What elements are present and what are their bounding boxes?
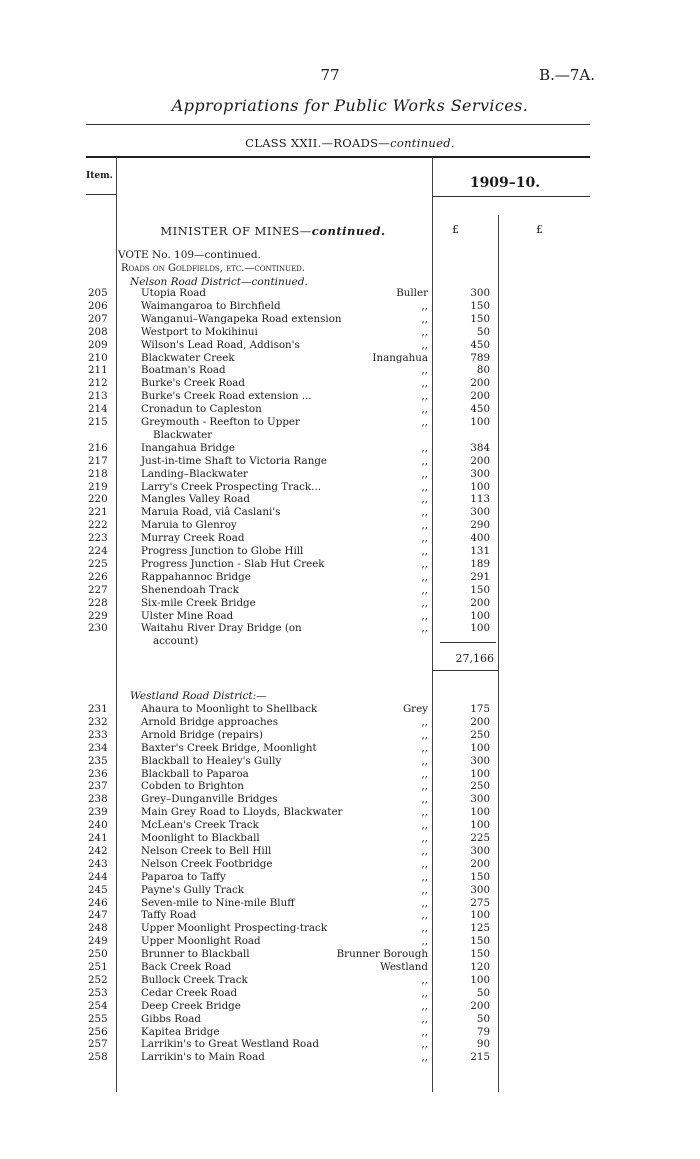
subhead-roads: Roads on Goldfields, etc.—continued.: [121, 263, 305, 274]
table-row-continuation: [0, 635, 700, 648]
item-number: 241: [88, 832, 108, 844]
district-name: ,,: [421, 441, 428, 454]
amount-value: 100: [470, 622, 490, 635]
road-name: Progress Junction - Slab Hut Creek: [141, 557, 325, 570]
amount-value: 384: [470, 441, 490, 454]
road-name: Brunner to Blackball: [141, 948, 250, 961]
table-row: [0, 377, 700, 390]
table-row: [0, 455, 700, 468]
table-row: [0, 1051, 700, 1064]
district-name: ,,: [421, 609, 428, 622]
amount-value: 79: [476, 1025, 490, 1038]
item-number: 223: [88, 532, 108, 545]
road-name: Moonlight to Blackball: [141, 832, 260, 844]
district-name: ,,: [421, 973, 428, 986]
item-number: 212: [88, 377, 108, 390]
road-name-continued: account): [153, 635, 199, 648]
table-row: [0, 300, 700, 313]
subtotal-rule: [440, 642, 496, 643]
road-name: Seven-mile to Nine-mile Bluff: [141, 896, 295, 909]
item-number: 251: [88, 961, 108, 973]
road-name: Waimangaroa to Birchfield: [141, 299, 281, 312]
road-name: Progress Junction to Globe Hill: [141, 545, 304, 557]
district-name: ,,: [421, 570, 428, 583]
district-name: ,,: [421, 806, 428, 819]
road-name: Blackwater Creek: [141, 351, 235, 364]
table-row: [0, 545, 700, 558]
district-name: ,,: [421, 416, 428, 428]
amount-value: 290: [470, 519, 490, 532]
table-row: [0, 768, 700, 781]
amount-value: 300: [470, 287, 490, 299]
district-name: Grey: [402, 703, 428, 715]
road-name: Cedar Creek Road: [141, 986, 238, 999]
district-name: ,,: [421, 767, 428, 780]
page-title: Appropriations for Public Works Services.: [171, 96, 529, 115]
item-number: 215: [88, 416, 108, 428]
table-row: [0, 416, 700, 429]
road-name: Cobden to Brighton: [141, 780, 244, 793]
table-row: [0, 468, 700, 481]
item-number: 244: [88, 870, 108, 883]
road-name: McLean's Creek Track: [141, 819, 259, 832]
road-name: Burke's Creek Road: [141, 377, 246, 390]
road-name: Taffy Road: [141, 909, 197, 922]
item-number: 209: [88, 338, 108, 351]
amount-value: 150: [470, 299, 490, 312]
district-name: Inangahua: [372, 351, 428, 364]
amount-value: 200: [470, 454, 490, 467]
amount-value: 189: [470, 557, 490, 570]
road-name: Boatman's Road: [141, 364, 226, 377]
table-row: [0, 481, 700, 494]
amount-value: 300: [470, 844, 490, 857]
item-number: 256: [88, 1025, 108, 1038]
amount-value: 131: [470, 545, 490, 557]
table-row: [0, 390, 700, 403]
item-number: 228: [88, 596, 108, 609]
amount-value: 150: [470, 948, 490, 961]
amount-value: 150: [470, 583, 490, 596]
amount-value: 400: [470, 532, 490, 545]
district-name: ,,: [421, 780, 428, 793]
amount-value: 150: [470, 935, 490, 948]
amount-value: 125: [470, 922, 490, 935]
district-name: ,,: [421, 1012, 428, 1025]
amount-value: 50: [476, 986, 490, 999]
table-row: [0, 571, 700, 584]
amount-value: 200: [470, 377, 490, 390]
district-name: ,,: [421, 844, 428, 857]
item-number: 238: [88, 793, 108, 806]
amount-value: 100: [470, 973, 490, 986]
road-name: Mangles Valley Road: [141, 493, 250, 506]
district-name: ,,: [421, 467, 428, 480]
district-name: ,,: [421, 519, 428, 532]
table-row: [0, 909, 700, 922]
table-row: [0, 884, 700, 897]
district-name: ,,: [421, 728, 428, 741]
district-name: Westland: [380, 961, 428, 973]
item-number: 243: [88, 857, 108, 870]
amount-value: 80: [476, 364, 490, 377]
road-name: Burke's Creek Road extension ...: [141, 390, 312, 403]
district-name: ,,: [421, 922, 428, 935]
table-row: [0, 922, 700, 935]
district-name: ,,: [421, 883, 428, 896]
district-name: ,,: [421, 480, 428, 493]
item-number: 207: [88, 312, 108, 325]
item-number: 254: [88, 999, 108, 1012]
table-top-rule: [86, 156, 590, 158]
item-number: 250: [88, 948, 108, 961]
table-row: [0, 961, 700, 974]
amount-value: 300: [470, 467, 490, 480]
road-name: Wanganui–Wangapeka Road extension: [141, 312, 342, 325]
amount-value: 100: [470, 806, 490, 819]
table-row: [0, 1026, 700, 1039]
item-number: 227: [88, 583, 108, 596]
table-row: [0, 442, 700, 455]
table-row: [0, 806, 700, 819]
amount-value: 450: [470, 403, 490, 416]
item-number: 208: [88, 325, 108, 338]
table-row: [0, 793, 700, 806]
table-row: [0, 742, 700, 755]
year-head-rule: [432, 196, 590, 197]
district-name: Buller: [396, 287, 428, 299]
table-row: [0, 326, 700, 339]
item-number: 248: [88, 922, 108, 935]
amount-value: 300: [470, 506, 490, 519]
road-name: Payne's Gully Track: [141, 883, 245, 896]
item-number: 231: [88, 703, 108, 715]
road-name: Westport to Mokihinui: [141, 325, 258, 338]
ministry-heading: MINISTER OF MINES—continued.: [160, 224, 386, 238]
road-name: Back Creek Road: [141, 961, 232, 973]
item-number: 232: [88, 715, 108, 728]
district-name: ,,: [421, 403, 428, 416]
amount-value: 789: [470, 351, 490, 364]
item-number: 249: [88, 935, 108, 948]
title-rule: [86, 124, 590, 125]
road-name: Ulster Mine Road: [141, 609, 234, 622]
table-row: [0, 871, 700, 884]
item-number: 218: [88, 467, 108, 480]
pound-symbol-col1: £: [452, 223, 459, 236]
item-number: 230: [88, 622, 108, 635]
road-name: Shenendoah Track: [141, 583, 239, 596]
item-number: 224: [88, 545, 108, 557]
district-name: ,,: [421, 583, 428, 596]
road-name: Rappahannoc Bridge: [141, 570, 251, 583]
district-name: ,,: [421, 896, 428, 909]
table-row: [0, 858, 700, 871]
table-row: [0, 364, 700, 377]
class-heading: CLASS XXII.—ROADS—continued.: [245, 136, 455, 150]
road-name: Just-in-time Shaft to Victoria Range: [141, 454, 328, 467]
table-row: [0, 493, 700, 506]
item-number: 229: [88, 609, 108, 622]
amount-value: 150: [470, 870, 490, 883]
amount-value: 300: [470, 793, 490, 806]
table-row: [0, 352, 700, 365]
table-row: [0, 610, 700, 623]
road-name: Arnold Bridge approaches: [141, 715, 279, 728]
table-row: [0, 287, 700, 300]
road-name: Inangahua Bridge: [141, 441, 235, 454]
document-reference: B.—7A.: [539, 66, 595, 84]
item-number: 237: [88, 780, 108, 793]
item-number: 205: [88, 287, 108, 299]
road-name: Baxter's Creek Bridge, Moonlight: [141, 741, 317, 754]
district-name: Brunner Borough: [336, 948, 428, 961]
district-name: ,,: [421, 493, 428, 506]
amount-value: 50: [476, 1012, 490, 1025]
district-name: ,,: [421, 596, 428, 609]
district-name: ,,: [421, 793, 428, 806]
amount-value: 200: [470, 857, 490, 870]
road-name: Waitahu River Dray Bridge (on: [141, 622, 302, 635]
item-number: 206: [88, 299, 108, 312]
amount-value: 100: [470, 767, 490, 780]
amount-value: 100: [470, 609, 490, 622]
table-row: [0, 729, 700, 742]
road-name: Grey–Dunganville Bridges: [141, 793, 278, 806]
item-number: 225: [88, 557, 108, 570]
road-name: Wilson's Lead Road, Addison's: [141, 338, 300, 351]
item-number: 247: [88, 909, 108, 922]
table-row: [0, 558, 700, 571]
road-name: Maruia to Glenroy: [141, 519, 237, 532]
amount-value: 100: [470, 741, 490, 754]
item-number: 235: [88, 754, 108, 767]
item-number: 216: [88, 441, 108, 454]
road-name: Landing–Blackwater: [141, 467, 248, 480]
table-row: [0, 506, 700, 519]
page-number: 77: [320, 66, 340, 84]
table-row: [0, 703, 700, 716]
item-number: 252: [88, 973, 108, 986]
amount-value: 100: [470, 416, 490, 428]
amount-value: 175: [470, 703, 490, 715]
item-number: 257: [88, 1038, 108, 1051]
district-name: ,,: [421, 715, 428, 728]
item-number: 220: [88, 493, 108, 506]
amount-value: 100: [470, 480, 490, 493]
district-name: ,,: [421, 857, 428, 870]
road-name: Kapitea Bridge: [141, 1025, 220, 1038]
item-number: 240: [88, 819, 108, 832]
table-row: [0, 1000, 700, 1013]
table-row: [0, 832, 700, 845]
district-name: ,,: [421, 986, 428, 999]
district-name: ,,: [421, 1038, 428, 1051]
item-number: 217: [88, 454, 108, 467]
road-name: Six-mile Creek Bridge: [141, 596, 256, 609]
item-number: 219: [88, 480, 108, 493]
district-name: ,,: [421, 364, 428, 377]
road-name: Main Grey Road to Lloyds, Blackwater: [141, 806, 343, 819]
vote-heading: VOTE No. 109—continued.: [118, 249, 261, 261]
road-name: Murray Creek Road: [141, 532, 245, 545]
road-name: Blackball to Paparoa: [141, 767, 249, 780]
amount-value: 120: [470, 961, 490, 973]
amount-value: 215: [470, 1051, 490, 1064]
item-number: 214: [88, 403, 108, 416]
table-row: [0, 819, 700, 832]
road-name-continued: Blackwater: [153, 428, 213, 441]
amount-value: 200: [470, 596, 490, 609]
road-name: Utopia Road: [141, 287, 206, 299]
item-number: 226: [88, 570, 108, 583]
district-name: ,,: [421, 377, 428, 390]
table-row-continuation: [0, 429, 700, 442]
amount-value: 100: [470, 909, 490, 922]
road-name: Cronadun to Capleston: [141, 403, 262, 416]
road-name: Nelson Creek to Bell Hill: [141, 844, 272, 857]
item-number: 239: [88, 806, 108, 819]
table-row: [0, 845, 700, 858]
item-number: 222: [88, 519, 108, 532]
district-name: ,,: [421, 741, 428, 754]
nelson-district-label: Nelson Road District—continued.: [130, 276, 308, 288]
district-name: ,,: [421, 390, 428, 403]
item-number: 210: [88, 351, 108, 364]
item-number: 236: [88, 767, 108, 780]
westland-district-label: Westland Road District:—: [130, 690, 267, 702]
road-name: Gibbs Road: [141, 1012, 201, 1025]
amount-value: 300: [470, 754, 490, 767]
amount-value: 150: [470, 312, 490, 325]
item-head-rule: [86, 194, 116, 195]
district-name: ,,: [421, 532, 428, 545]
district-name: ,,: [421, 506, 428, 519]
road-name: Upper Moonlight Prospecting-track: [141, 922, 328, 935]
district-name: ,,: [421, 338, 428, 351]
item-number: 234: [88, 741, 108, 754]
table-row: [0, 948, 700, 961]
district-name: ,,: [421, 299, 428, 312]
amount-value: 90: [476, 1038, 490, 1051]
table-row: [0, 897, 700, 910]
amount-value: 200: [470, 999, 490, 1012]
road-name: Maruia Road, viâ Caslani's: [141, 506, 281, 519]
district-name: ,,: [421, 1051, 428, 1064]
road-name: Arnold Bridge (repairs): [141, 728, 263, 741]
district-name: ,,: [421, 754, 428, 767]
table-row: [0, 716, 700, 729]
road-name: Deep Creek Bridge: [141, 999, 241, 1012]
amount-value: 291: [470, 570, 490, 583]
district-name: ,,: [421, 454, 428, 467]
table-row: [0, 597, 700, 610]
road-name: Larrikin's to Great Westland Road: [141, 1038, 319, 1051]
road-name: Paparoa to Taffy: [141, 870, 226, 883]
amount-value: 250: [470, 728, 490, 741]
table-row: [0, 1038, 700, 1051]
district-name: ,,: [421, 312, 428, 325]
table-row: [0, 313, 700, 326]
item-number: 258: [88, 1051, 108, 1064]
district-name: ,,: [421, 622, 428, 635]
year-column-heading: 1909–10.: [469, 175, 541, 191]
table-row: [0, 974, 700, 987]
road-name: Larry's Creek Prospecting Track...: [141, 480, 321, 493]
table-row: [0, 403, 700, 416]
amount-value: 50: [476, 325, 490, 338]
item-number: 221: [88, 506, 108, 519]
district-name: ,,: [421, 935, 428, 948]
item-number: 242: [88, 844, 108, 857]
road-name: Ahaura to Moonlight to Shellback: [141, 703, 318, 715]
item-number: 211: [88, 364, 108, 377]
district-name: ,,: [421, 832, 428, 844]
amount-value: 275: [470, 896, 490, 909]
table-row: [0, 987, 700, 1000]
item-number: 245: [88, 883, 108, 896]
amount-value: 250: [470, 780, 490, 793]
table-row: [0, 584, 700, 597]
total-rule: [432, 670, 498, 671]
amount-value: 200: [470, 715, 490, 728]
amount-value: 113: [470, 493, 490, 506]
district-name: ,,: [421, 1025, 428, 1038]
table-row: [0, 755, 700, 768]
table-row: [0, 1013, 700, 1026]
road-name: Greymouth - Reefton to Upper: [141, 416, 300, 428]
district-name: ,,: [421, 870, 428, 883]
road-name: Upper Moonlight Road: [141, 935, 261, 948]
amount-value: 450: [470, 338, 490, 351]
table-row: [0, 780, 700, 793]
item-number: 253: [88, 986, 108, 999]
district-name: ,,: [421, 999, 428, 1012]
item-number: 213: [88, 390, 108, 403]
item-number: 255: [88, 1012, 108, 1025]
district-name: ,,: [421, 557, 428, 570]
table-row: [0, 622, 700, 635]
district-name: ,,: [421, 909, 428, 922]
district-name: ,,: [421, 325, 428, 338]
table-row: [0, 339, 700, 352]
road-name: Nelson Creek Footbridge: [141, 857, 273, 870]
pound-symbol-col2: £: [536, 223, 543, 236]
district-name: ,,: [421, 545, 428, 557]
amount-value: 200: [470, 390, 490, 403]
item-number: 233: [88, 728, 108, 741]
table-row: [0, 532, 700, 545]
item-number: 246: [88, 896, 108, 909]
table-row: [0, 935, 700, 948]
road-name: Bullock Creek Track: [141, 973, 248, 986]
nelson-total: 27,166: [455, 652, 494, 665]
amount-value: 300: [470, 883, 490, 896]
table-row: [0, 519, 700, 532]
road-name: Blackball to Healey's Gully: [141, 754, 282, 767]
item-column-heading: Item.: [86, 171, 113, 181]
district-name: ,,: [421, 819, 428, 832]
road-name: Larrikin's to Main Road: [141, 1051, 265, 1064]
amount-value: 100: [470, 819, 490, 832]
amount-value: 225: [470, 832, 490, 844]
